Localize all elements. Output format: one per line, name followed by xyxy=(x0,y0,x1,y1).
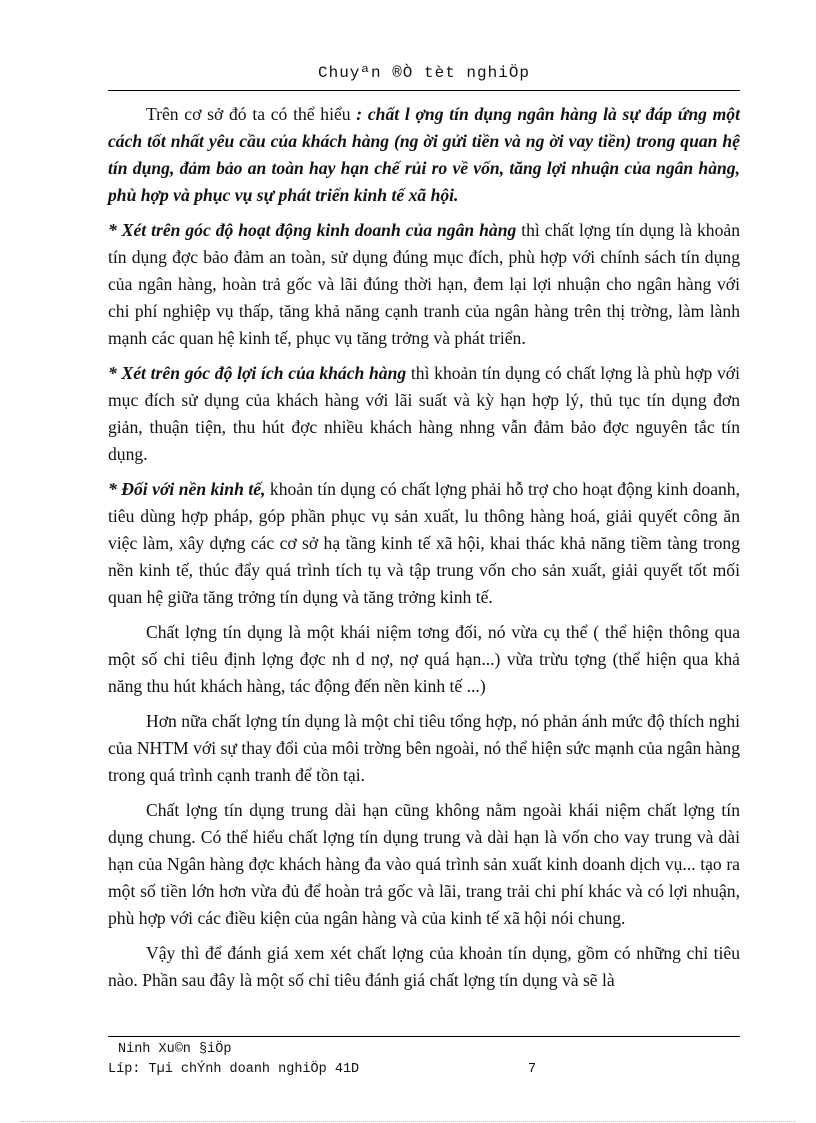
page-number: 7 xyxy=(528,1062,537,1077)
page-bottom-edge xyxy=(20,1121,796,1122)
paragraph-definition xyxy=(108,101,740,209)
customer-perspective-text: thì khoản tín dụng có chất lợng là phù hợp với mục đích sử dụng của khách hàng với lãi suất và kỳ hạn hợp lý, thủ tục tín dụng đơn giản, thuận tiện, thu hút đợc nhiều khách hàng nhng vẫn đảm bảo đợc nguyên tắc tín dụng. xyxy=(108,363,740,464)
paragraph-evaluation-intro: Vậy thì để đánh giá xem xét chất lợng của khoản tín dụng, gồm có những chỉ tiêu nào. Phần sau đây là một số chỉ tiêu đánh giá chất lợng tín dụng và sẽ là xyxy=(108,943,740,990)
economy-perspective-heading: * Đối với nền kinh tế, xyxy=(108,479,266,499)
header-divider xyxy=(108,90,740,91)
paragraph-composite-indicator: Hơn nữa chất lợng tín dụng là một chỉ tiêu tổng hợp, nó phản ánh mức độ thích nghi của NHTM với sự thay đổi của môi trờng bên ngoài, nó thể hiện sức mạnh của ngân hàng trong quá trình cạnh tranh để tồn tại. xyxy=(108,711,740,785)
economy-perspective-text: khoản tín dụng có chất lợng phải hỗ trợ cho hoạt động kinh doanh, tiêu dùng hợp pháp, góp phần phục vụ sản xuất, lu thông hàng hoá, giải quyết công ăn việc làm, xây dựng các cơ sở hạ tầng kinh tế xã hội, khai thác khả năng tiềm tàng trong nền kinh tế, thúc đẩy quá trình tích tụ và tập trung vốn cho sản xuất, giải quyết tốt mối quan hệ giữa tăng trởng tín dụng và tăng trởng kinh tế. xyxy=(108,479,740,607)
page-footer xyxy=(108,1040,740,1080)
footer-class: Líp: Tµi chÝnh doanh nghiÖp 41D xyxy=(108,1062,360,1077)
paragraph-lead-text: Trên cơ sở đó ta có thể hiểu xyxy=(146,104,357,124)
document-body xyxy=(108,101,740,1002)
business-perspective-text: thì chất lợng tín dụng là khoản tín dụng đợc bảo đảm an toàn, sử dụng đúng mục đích, phù hợp với chính sách tín dụng của ngân hàng, hoàn trả gốc và lãi đúng thời hạn, đem lại lợi nhuận cho ngân hàng với chi phí nghiệp vụ thấp, tăng khả năng cạnh tranh của ngân hàng trên thị trờng, làm lành mạnh các quan hệ kinh tế, phục vụ tăng trởng và phát triển. xyxy=(108,220,741,348)
paragraph-customer-perspective xyxy=(108,360,740,468)
paragraph-business-perspective xyxy=(108,217,740,352)
paragraph-medium-long-term: Chất lợng tín dụng trung dài hạn cũng không nằm ngoài khái niệm chất lợng tín dụng chung. Có thể hiểu chất lợng tín dụng trung và dài hạn là vốn cho vay trung và dài hạn của Ngân hàng đợc khách hàng đa vào quá trình sản xuất kinh doanh dịch vụ... tạo ra một số tiền lớn hơn vừa đủ để hoàn trả gốc và lãi, trang trải chi phí khác và có lợi nhuận, phù hợp với các điều kiện của ngân hàng và của kinh tế xã hội nói chung. xyxy=(108,800,740,928)
business-perspective-heading: * Xét trên góc độ hoạt động kinh doanh của ngân hàng xyxy=(108,220,517,240)
footer-divider xyxy=(108,1036,740,1037)
paragraph-relative-concept: Chất lợng tín dụng là một khái niệm tơng đối, nó vừa cụ thể ( thể hiện thông qua một số chỉ tiêu định lợng đợc nh d nợ, nợ quá hạn...) vừa trừu tợng (thể hiện qua khả năng thu hút khách hàng, tác động đến nền kinh tế ...) xyxy=(108,622,740,696)
footer-author: Ninh Xu©n §iÖp xyxy=(118,1042,232,1057)
customer-perspective-heading: * Xét trên góc độ lợi ích của khách hàng xyxy=(108,363,407,383)
page-header-title: Chuyªn ®Ò tèt nghiÖp xyxy=(317,64,531,82)
paragraph-economy-perspective xyxy=(108,476,740,611)
definition-emphasis: : chất l ợng tín dụng ngân hàng là sự đáp ứng một cách tốt nhất yêu cầu của khách hàng (ng ời gửi tiền và ng ời vay tiền) trong quan hệ tín dụng, đảm bảo an toàn hay hạn chế rủi ro về vốn, tăng lợi nhuận của ngân hàng, phù hợp và phục vụ sự phát triển kinh tế xã hội. xyxy=(108,104,740,205)
